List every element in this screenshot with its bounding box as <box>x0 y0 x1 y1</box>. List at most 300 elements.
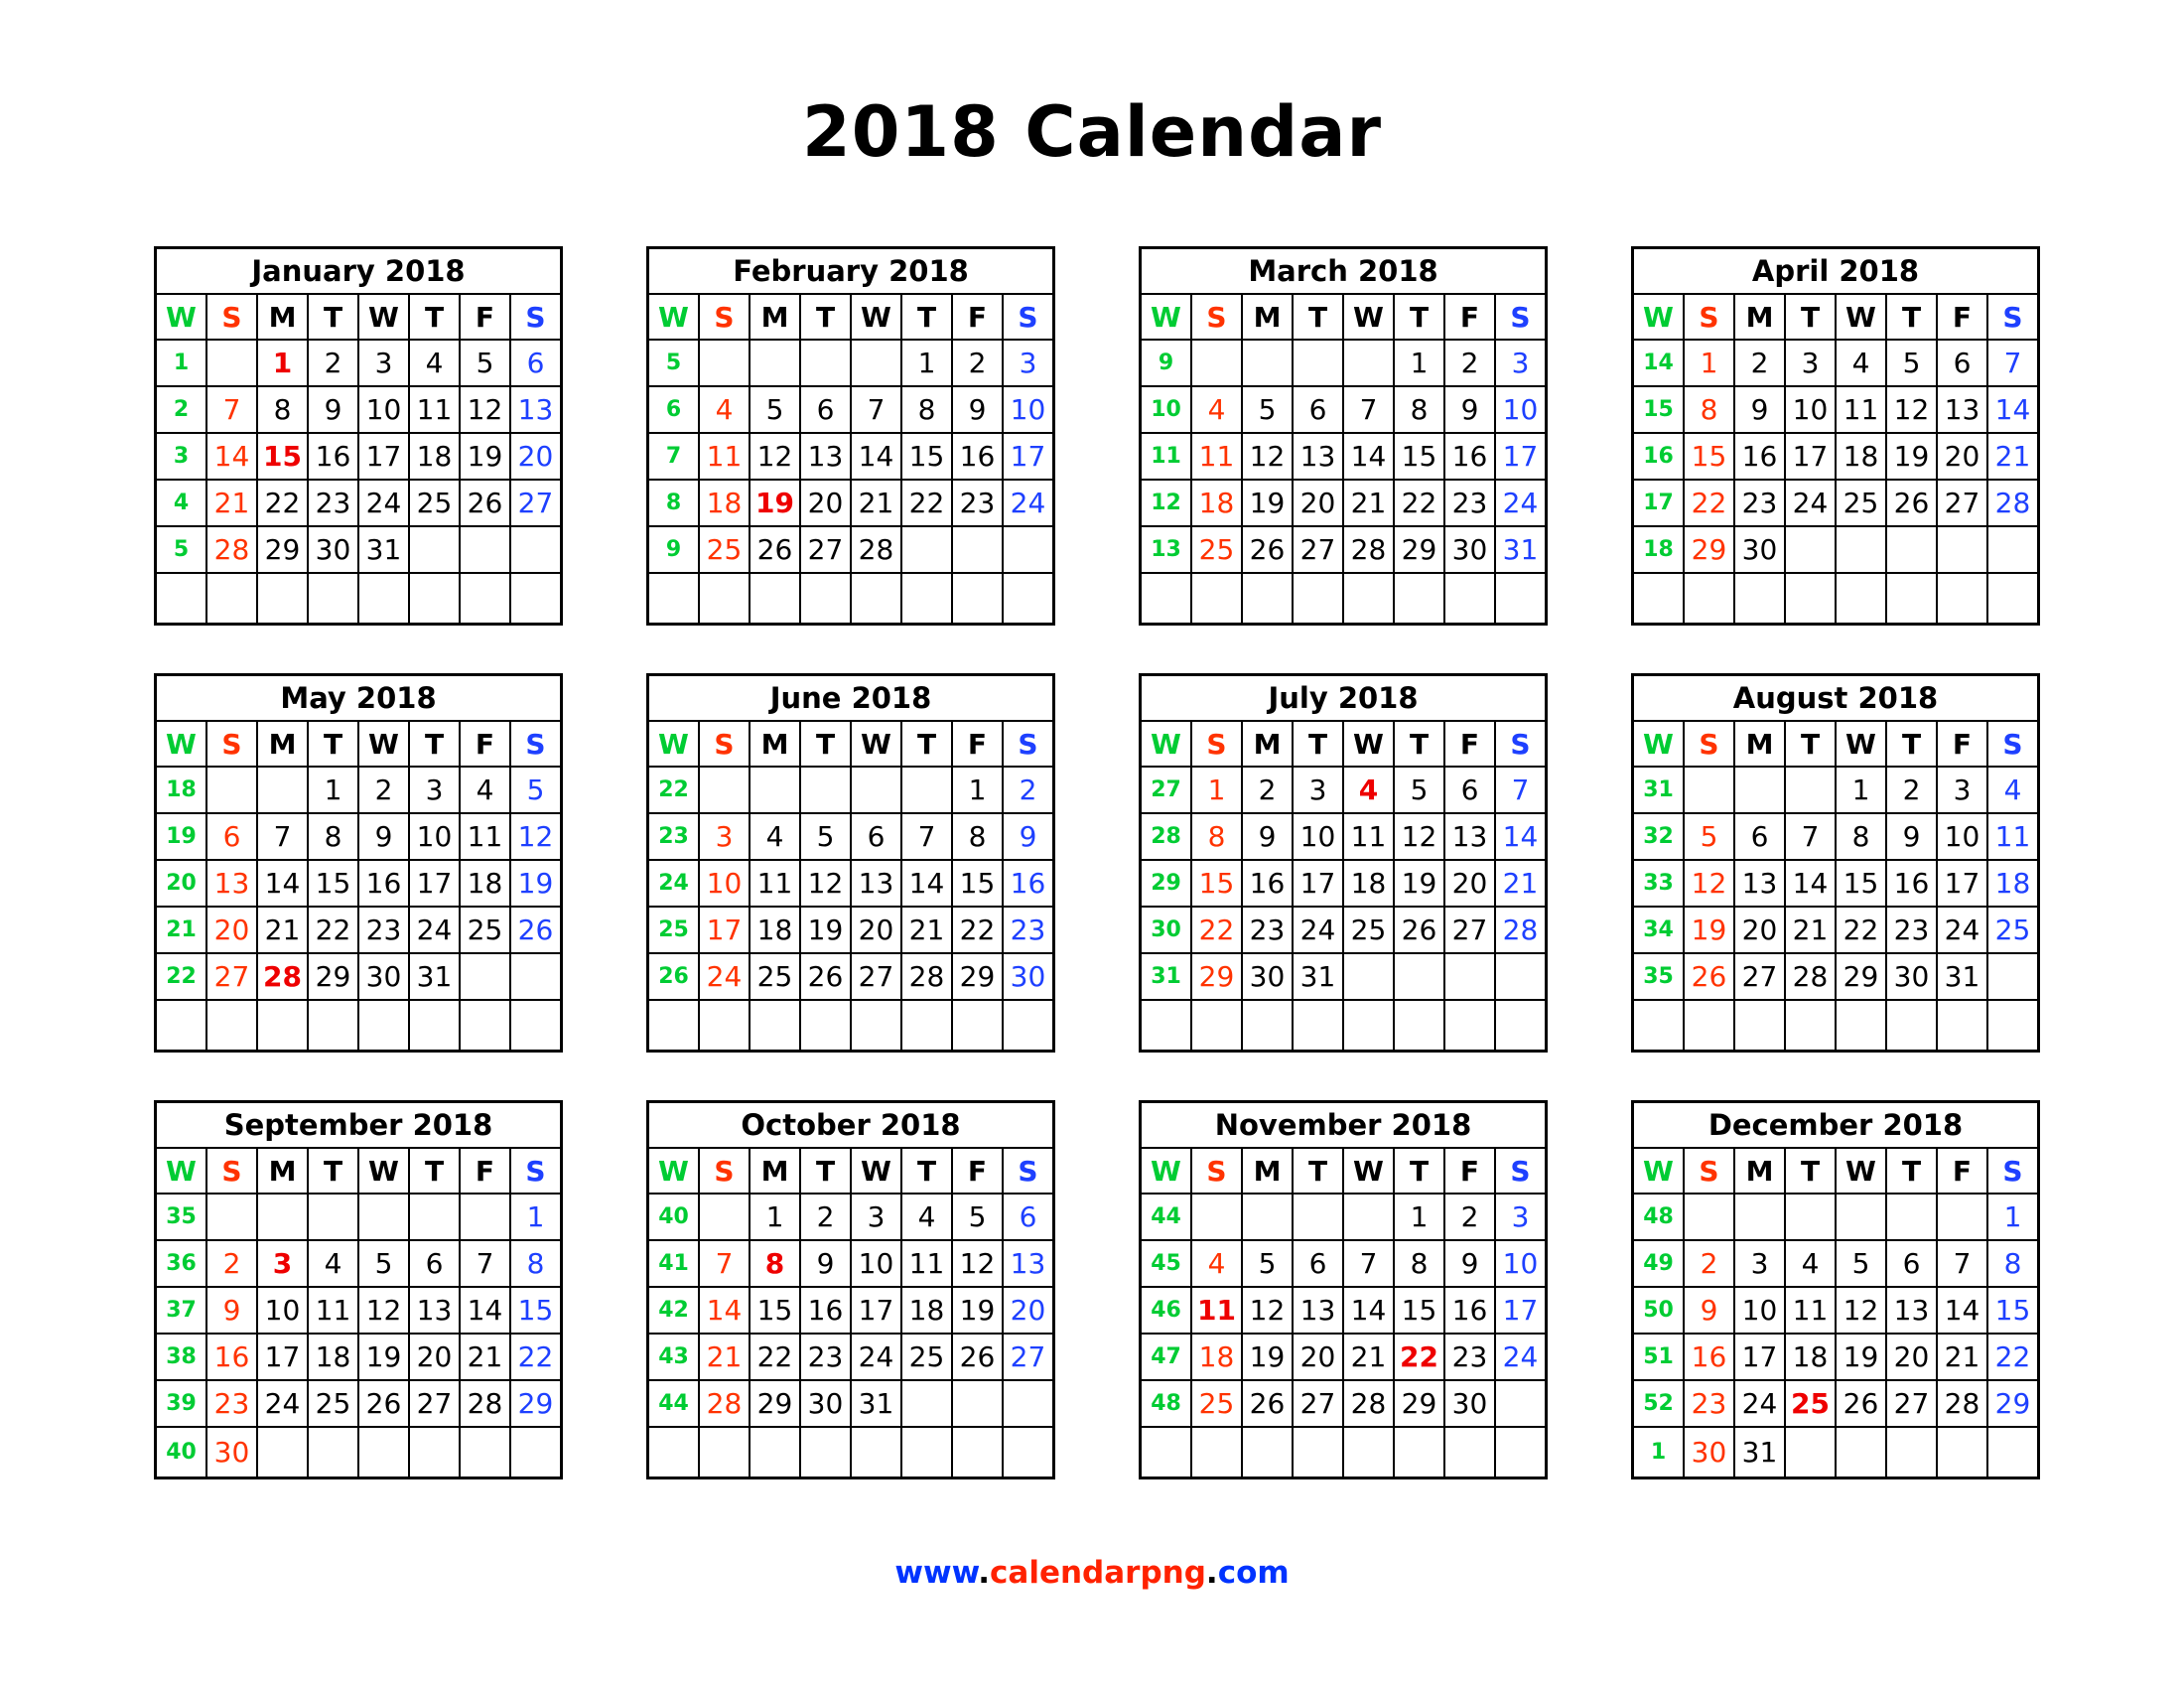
day-header-mon: M <box>258 1149 309 1193</box>
day-cell-mon: 26 <box>751 527 801 572</box>
day-cell-mon: 26 <box>1243 527 1294 572</box>
day-cell-tue: 9 <box>309 387 359 432</box>
day-cell-sun <box>700 1001 751 1050</box>
footer-link[interactable] <box>0 1555 2184 1591</box>
day-cell-sat <box>511 954 560 999</box>
day-cell-thu <box>1395 1001 1445 1050</box>
day-cell-sun: 12 <box>1685 861 1735 906</box>
day-cell-tue: 20 <box>1294 481 1344 525</box>
week-row <box>1634 387 2037 434</box>
day-cell-thu: 23 <box>1887 908 1938 952</box>
day-cell-mon: 10 <box>258 1288 309 1333</box>
month-title: January 2018 <box>157 249 560 295</box>
day-cell-fri: 2 <box>953 341 1004 385</box>
day-cell-thu: 29 <box>1395 527 1445 572</box>
week-number: 15 <box>1634 387 1685 432</box>
day-cell-thu: 12 <box>1887 387 1938 432</box>
day-cell-wed <box>1344 1001 1395 1050</box>
day-cell-fri <box>1938 1195 1988 1239</box>
day-cell-wed <box>852 1428 902 1477</box>
week-row <box>649 1241 1052 1288</box>
month-september-2018 <box>154 1100 563 1479</box>
day-cell-wed: 24 <box>359 481 410 525</box>
day-cell-sun: 27 <box>207 954 258 999</box>
day-cell-fri: 1 <box>953 768 1004 812</box>
day-cell-mon: 29 <box>751 1381 801 1426</box>
month-title: December 2018 <box>1634 1103 2037 1149</box>
day-cell-mon: 4 <box>751 814 801 859</box>
day-cell-tue: 11 <box>1786 1288 1837 1333</box>
day-cell-sun: 7 <box>207 387 258 432</box>
day-cell-fri: 20 <box>1938 434 1988 479</box>
month-title: September 2018 <box>157 1103 560 1149</box>
day-cell-sun: 5 <box>1685 814 1735 859</box>
day-header-row <box>649 1149 1052 1195</box>
day-cell-wed: 24 <box>852 1335 902 1379</box>
day-cell-mon: 17 <box>1735 1335 1786 1379</box>
week-row <box>157 434 560 481</box>
day-cell-wed <box>1837 527 1887 572</box>
day-cell-sat: 19 <box>517 867 554 900</box>
day-cell-mon <box>1735 1001 1786 1050</box>
day-cell-thu <box>902 527 953 572</box>
week-row <box>1142 1288 1545 1335</box>
day-cell-tue: 19 <box>801 908 852 952</box>
day-cell-sat: 22 <box>1994 1340 2031 1373</box>
day-cell-fri: 27 <box>1445 908 1496 952</box>
day-header-tue: T <box>309 295 359 339</box>
day-cell-sun: 4 <box>1192 387 1243 432</box>
day-cell-sat: 4 <box>2003 774 2022 806</box>
week-number: 44 <box>1142 1195 1192 1239</box>
week-row <box>1634 481 2037 527</box>
day-cell-tue <box>1294 1428 1344 1477</box>
day-cell-fri: 26 <box>953 1335 1004 1379</box>
day-cell-mon: 16 <box>1735 434 1786 479</box>
day-cell-sun: 17 <box>700 908 751 952</box>
day-cell-fri: 28 <box>1938 1381 1988 1426</box>
footer-segment: www <box>894 1555 979 1591</box>
day-cell-mon: 6 <box>1735 814 1786 859</box>
day-cell-sun: 18 <box>700 481 751 525</box>
day-cell-fri: 21 <box>461 1335 511 1379</box>
week-number: 32 <box>1634 814 1685 859</box>
day-header-sun: S <box>1192 1149 1243 1193</box>
day-cell-wed: 9 <box>359 814 410 859</box>
day-cell-tue: 4 <box>309 1241 359 1286</box>
day-cell-wed <box>1344 341 1395 385</box>
day-cell-wed: 7 <box>1344 387 1395 432</box>
day-cell-tue: 24 <box>1294 908 1344 952</box>
day-cell-sat: 10 <box>1502 1247 1539 1280</box>
day-header-mon: M <box>1243 722 1294 766</box>
week-number: 19 <box>157 814 207 859</box>
day-cell-fri: 18 <box>461 861 511 906</box>
day-cell-mon: 5 <box>1243 1241 1294 1286</box>
day-cell-fri: 12 <box>953 1241 1004 1286</box>
week-row <box>157 1428 560 1477</box>
day-cell-wed: 18 <box>1837 434 1887 479</box>
day-cell-sun: 7 <box>700 1241 751 1286</box>
day-header-thu: T <box>902 295 953 339</box>
day-cell-wed <box>1344 1428 1395 1477</box>
day-cell-mon <box>1243 341 1294 385</box>
day-cell-tue: 4 <box>1786 1241 1837 1286</box>
day-cell-mon: 25 <box>751 954 801 999</box>
day-cell-sun: 3 <box>700 814 751 859</box>
day-cell-sun: 22 <box>1192 908 1243 952</box>
day-cell-thu <box>902 1001 953 1050</box>
day-cell-wed: 14 <box>852 434 902 479</box>
week-row <box>649 1381 1052 1428</box>
month-title: August 2018 <box>1634 676 2037 722</box>
day-cell-fri <box>461 1195 511 1239</box>
week-number: 7 <box>649 434 700 479</box>
day-cell-thu <box>1887 1428 1938 1477</box>
day-cell-mon <box>258 768 309 812</box>
day-cell-tue <box>1786 1195 1837 1239</box>
day-cell-fri <box>1445 954 1496 999</box>
week-number: 36 <box>157 1241 207 1286</box>
day-cell-fri <box>1445 1428 1496 1477</box>
day-cell-thu <box>410 1195 461 1239</box>
month-october-2018 <box>646 1100 1055 1479</box>
day-cell-mon: 13 <box>1735 861 1786 906</box>
day-cell-mon <box>751 768 801 812</box>
day-header-mon: M <box>1243 295 1294 339</box>
day-cell-mon <box>751 1428 801 1477</box>
day-cell-thu: 31 <box>410 954 461 999</box>
day-header-row <box>157 1149 560 1195</box>
day-cell-fri: 16 <box>1445 434 1496 479</box>
day-cell-thu: 27 <box>1887 1381 1938 1426</box>
day-cell-sun: 6 <box>207 814 258 859</box>
day-cell-mon: 18 <box>751 908 801 952</box>
month-title: July 2018 <box>1142 676 1545 722</box>
day-header-wed: W <box>1344 722 1395 766</box>
day-cell-thu: 26 <box>1395 908 1445 952</box>
day-cell-tue: 2 <box>801 1195 852 1239</box>
day-header-week: W <box>1142 295 1192 339</box>
week-row <box>157 1001 560 1050</box>
day-cell-sun: 9 <box>1685 1288 1735 1333</box>
day-cell-thu <box>1887 527 1938 572</box>
day-cell-sat: 13 <box>1010 1247 1046 1280</box>
week-number <box>1142 1428 1192 1477</box>
day-header-sat: S <box>1018 1154 1038 1188</box>
week-number <box>649 574 700 623</box>
week-row <box>649 1288 1052 1335</box>
week-row <box>1142 387 1545 434</box>
day-cell-tue: 7 <box>1786 814 1837 859</box>
week-number: 6 <box>649 387 700 432</box>
day-cell-sun <box>1685 1001 1735 1050</box>
week-number: 24 <box>649 861 700 906</box>
day-cell-sat: 28 <box>1502 914 1539 946</box>
day-cell-tue: 11 <box>309 1288 359 1333</box>
day-cell-thu: 27 <box>410 1381 461 1426</box>
week-number: 49 <box>1634 1241 1685 1286</box>
day-cell-sat: 12 <box>517 820 554 853</box>
day-cell-sat: 27 <box>1010 1340 1046 1373</box>
week-number: 22 <box>157 954 207 999</box>
week-row <box>1142 768 1545 814</box>
day-cell-sat: 3 <box>1511 347 1530 379</box>
day-cell-wed: 26 <box>1837 1381 1887 1426</box>
day-cell-sun: 23 <box>207 1381 258 1426</box>
day-cell-wed: 21 <box>1344 481 1395 525</box>
week-row <box>1142 341 1545 387</box>
day-cell-wed: 20 <box>852 908 902 952</box>
day-cell-fri <box>1938 1001 1988 1050</box>
day-cell-thu: 2 <box>1887 768 1938 812</box>
day-cell-sat: 15 <box>517 1294 554 1327</box>
day-cell-fri: 11 <box>461 814 511 859</box>
day-cell-wed <box>852 574 902 623</box>
day-cell-tue: 3 <box>1786 341 1837 385</box>
day-cell-thu: 30 <box>1887 954 1938 999</box>
day-cell-mon: 17 <box>258 1335 309 1379</box>
day-cell-mon: 11 <box>751 861 801 906</box>
day-cell-fri: 2 <box>1445 341 1496 385</box>
week-number: 34 <box>1634 908 1685 952</box>
day-cell-fri <box>1938 574 1988 623</box>
day-header-week: W <box>649 295 700 339</box>
week-row <box>649 1001 1052 1050</box>
day-cell-wed: 5 <box>1837 1241 1887 1286</box>
day-cell-tue <box>309 574 359 623</box>
day-cell-thu: 15 <box>1395 1288 1445 1333</box>
week-row <box>649 527 1052 574</box>
day-cell-fri <box>953 574 1004 623</box>
day-cell-mon <box>1243 1001 1294 1050</box>
day-cell-sat: 5 <box>526 774 545 806</box>
day-cell-fri: 29 <box>953 954 1004 999</box>
day-header-sun: S <box>700 295 751 339</box>
day-cell-wed: 6 <box>852 814 902 859</box>
day-header-tue: T <box>309 1149 359 1193</box>
day-cell-thu: 5 <box>1887 341 1938 385</box>
week-number: 10 <box>1142 387 1192 432</box>
day-cell-sat: 7 <box>1511 774 1530 806</box>
day-header-mon: M <box>1735 722 1786 766</box>
day-cell-thu: 11 <box>410 387 461 432</box>
week-row <box>1634 527 2037 574</box>
day-cell-mon: 5 <box>1243 387 1294 432</box>
week-number: 8 <box>649 481 700 525</box>
day-cell-sat: 24 <box>1010 487 1046 519</box>
week-row <box>649 574 1052 623</box>
day-cell-thu <box>902 768 953 812</box>
day-cell-sat: 17 <box>1010 440 1046 473</box>
week-number: 33 <box>1634 861 1685 906</box>
day-header-sun: S <box>700 1149 751 1193</box>
week-row <box>649 434 1052 481</box>
day-cell-tue: 23 <box>309 481 359 525</box>
week-row <box>157 1195 560 1241</box>
day-cell-tue: 20 <box>801 481 852 525</box>
day-cell-wed: 5 <box>359 1241 410 1286</box>
footer-segment: calendarpng <box>990 1555 1206 1591</box>
day-header-week: W <box>157 722 207 766</box>
week-row <box>649 341 1052 387</box>
day-cell-tue: 26 <box>801 954 852 999</box>
day-cell-wed: 17 <box>359 434 410 479</box>
week-number: 4 <box>157 481 207 525</box>
month-july-2018 <box>1139 673 1548 1053</box>
day-cell-fri: 5 <box>461 341 511 385</box>
day-cell-tue <box>309 1195 359 1239</box>
day-cell-sun <box>207 341 258 385</box>
day-cell-tue: 28 <box>1786 954 1837 999</box>
day-cell-sun <box>700 574 751 623</box>
week-row <box>1634 1428 2037 1477</box>
day-cell-wed: 15 <box>1837 861 1887 906</box>
week-number: 46 <box>1142 1288 1192 1333</box>
day-cell-sat <box>1496 1428 1545 1477</box>
day-header-row <box>1142 722 1545 768</box>
day-header-tue: T <box>801 1149 852 1193</box>
day-header-sun: S <box>1685 295 1735 339</box>
day-cell-sun: 20 <box>207 908 258 952</box>
day-cell-thu <box>1395 954 1445 999</box>
week-number: 26 <box>649 954 700 999</box>
day-cell-sun: 28 <box>700 1381 751 1426</box>
week-row <box>1634 908 2037 954</box>
month-title: May 2018 <box>157 676 560 722</box>
month-title: March 2018 <box>1142 249 1545 295</box>
day-cell-wed: 3 <box>852 1195 902 1239</box>
day-cell-thu: 19 <box>1395 861 1445 906</box>
day-cell-thu: 7 <box>902 814 953 859</box>
day-cell-mon: 2 <box>1243 768 1294 812</box>
day-header-wed: W <box>852 295 902 339</box>
day-header-week: W <box>1634 295 1685 339</box>
footer-segment: com <box>1217 1555 1290 1591</box>
day-header-row <box>1634 295 2037 341</box>
day-cell-thu: 15 <box>902 434 953 479</box>
day-header-tue: T <box>309 722 359 766</box>
day-cell-fri: 13 <box>1938 387 1988 432</box>
day-cell-wed: 21 <box>852 481 902 525</box>
day-header-thu: T <box>1395 1149 1445 1193</box>
day-cell-sun: 2 <box>207 1241 258 1286</box>
day-cell-fri: 7 <box>1938 1241 1988 1286</box>
day-cell-thu <box>1887 574 1938 623</box>
week-row <box>157 387 560 434</box>
day-cell-fri: 13 <box>1445 814 1496 859</box>
week-row <box>157 1381 560 1428</box>
week-row <box>157 861 560 908</box>
day-header-tue: T <box>1294 1149 1344 1193</box>
week-number: 35 <box>157 1195 207 1239</box>
day-cell-mon <box>751 341 801 385</box>
day-cell-sat: 23 <box>1010 914 1046 946</box>
day-cell-wed: 12 <box>1837 1288 1887 1333</box>
day-cell-mon: 30 <box>1735 527 1786 572</box>
week-number: 41 <box>649 1241 700 1286</box>
day-cell-sun: 9 <box>207 1288 258 1333</box>
day-cell-sun: 8 <box>1192 814 1243 859</box>
week-row <box>649 954 1052 1001</box>
day-cell-wed: 7 <box>1344 1241 1395 1286</box>
week-row <box>1634 1335 2037 1381</box>
day-cell-fri: 27 <box>1938 481 1988 525</box>
week-number: 35 <box>1634 954 1685 999</box>
week-row <box>1634 434 2037 481</box>
day-cell-sat <box>1004 1381 1052 1426</box>
day-cell-wed: 19 <box>1837 1335 1887 1379</box>
day-cell-thu: 8 <box>1395 387 1445 432</box>
day-cell-mon: 8 <box>258 387 309 432</box>
week-number: 14 <box>1634 341 1685 385</box>
day-cell-sat: 24 <box>1502 1340 1539 1373</box>
week-row <box>1142 481 1545 527</box>
week-number: 42 <box>649 1288 700 1333</box>
day-cell-sat: 16 <box>1010 867 1046 900</box>
week-row <box>157 341 560 387</box>
day-cell-mon: 27 <box>1735 954 1786 999</box>
day-cell-fri: 9 <box>1445 387 1496 432</box>
day-header-tue: T <box>1786 295 1837 339</box>
day-cell-tue: 20 <box>1294 1335 1344 1379</box>
day-cell-sun: 25 <box>1192 1381 1243 1426</box>
week-row <box>1634 954 2037 1001</box>
day-header-sun: S <box>207 722 258 766</box>
day-cell-thu: 20 <box>1887 1335 1938 1379</box>
week-number: 51 <box>1634 1335 1685 1379</box>
day-cell-tue: 10 <box>1294 814 1344 859</box>
day-cell-tue: 3 <box>1294 768 1344 812</box>
day-cell-sat <box>1004 527 1052 572</box>
day-cell-holiday: 22 <box>1395 1335 1445 1379</box>
day-cell-tue <box>801 1428 852 1477</box>
day-cell-wed: 13 <box>852 861 902 906</box>
day-cell-sat: 29 <box>517 1387 554 1420</box>
day-cell-fri: 21 <box>1938 1335 1988 1379</box>
footer-segment: . <box>1205 1555 1218 1591</box>
day-cell-wed <box>1344 574 1395 623</box>
day-cell-mon: 12 <box>751 434 801 479</box>
day-cell-tue: 13 <box>1294 434 1344 479</box>
footer-segment: . <box>978 1555 991 1591</box>
week-number: 11 <box>1142 434 1192 479</box>
day-cell-wed <box>1344 954 1395 999</box>
day-cell-fri: 30 <box>1445 527 1496 572</box>
day-cell-sat <box>1988 954 2037 999</box>
day-cell-fri: 4 <box>461 768 511 812</box>
week-row <box>649 861 1052 908</box>
day-cell-mon: 15 <box>751 1288 801 1333</box>
day-cell-tue: 25 <box>309 1381 359 1426</box>
week-number: 44 <box>649 1381 700 1426</box>
day-cell-mon: 29 <box>258 527 309 572</box>
day-cell-fri <box>1938 1428 1988 1477</box>
day-cell-thu: 8 <box>902 387 953 432</box>
day-cell-sun: 2 <box>1685 1241 1735 1286</box>
day-cell-mon: 7 <box>258 814 309 859</box>
day-cell-mon <box>751 574 801 623</box>
day-cell-sat <box>1988 574 2037 623</box>
day-cell-fri: 14 <box>1938 1288 1988 1333</box>
day-header-sat: S <box>2002 300 2023 334</box>
week-row <box>157 1335 560 1381</box>
day-cell-tue <box>1786 527 1837 572</box>
week-number <box>157 574 207 623</box>
day-cell-tue: 17 <box>1786 434 1837 479</box>
day-header-sun: S <box>207 295 258 339</box>
week-row <box>1634 1288 2037 1335</box>
